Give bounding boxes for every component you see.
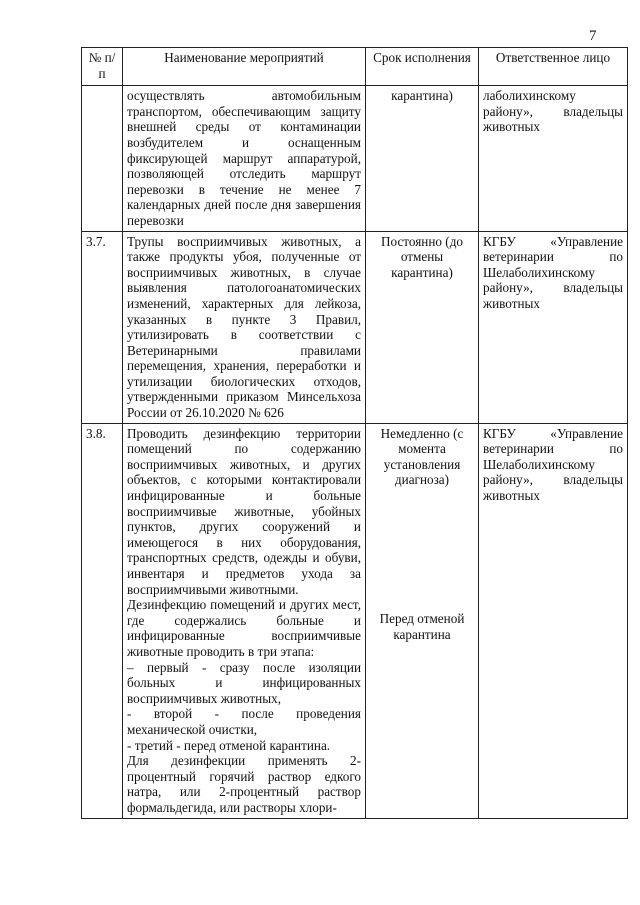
header-name: Наименование мероприятий — [123, 48, 366, 86]
row-num — [82, 86, 123, 231]
row-responsible: КГБУ «Управление ветеринарии по Шелаболихинскому району», владельцы животных — [479, 423, 628, 818]
row-num: 3.8. — [82, 423, 123, 818]
table-row — [82, 231, 628, 423]
header-term: Срок исполнения — [366, 48, 479, 86]
table-row — [82, 423, 628, 818]
measure-paragraph: - второй - после проведения механической очистки, — [127, 706, 361, 737]
row-term: Постоянно (до отмены карантина) — [366, 231, 479, 423]
row-term: карантина) — [366, 86, 479, 231]
measure-paragraph: Дезинфекцию помещений и других мест, где содержались больные и инфицированные восприимчивые животные проводить в три этапа: — [127, 597, 361, 659]
header-num: № п/п — [82, 48, 123, 86]
row-responsible: КГБУ «Управление ветеринарии по Шелаболихинскому району», владельцы животных — [479, 231, 628, 423]
table-row — [82, 86, 628, 231]
measure-paragraph: – первый - сразу после изоляции больных и инфицированных восприимчивых животных, — [127, 659, 361, 706]
row-term — [366, 423, 479, 818]
row-measure: Трупы восприимчивых животных, а также продукты убоя, полученные от восприимчивых животных, в случае выявления патологоанатомических изменений, характерных для лейкоза, указанных в пункте 3 Правил, утилизировать в соответствии с Ветеринарными правилами перемещения, хранения, переработки и утилизации биологических отходов, утвержденными приказом Минсельхоза России от 26.10.2020 № 626 — [123, 231, 366, 423]
measures-table — [81, 47, 628, 819]
term-spacer — [370, 488, 474, 611]
page-number: 7 — [589, 28, 597, 44]
row-num: 3.7. — [82, 231, 123, 423]
row-measure: осуществлять автомобильным транспортом, обеспечивающим защиту внешней среды от контаминации возбудителем и оснащенным фиксирующей маршрут аппаратурой, позволяющей отследить маршрут перевозки в течение не менее 7 календарных дней после дня завершения перевозки — [123, 86, 366, 231]
term-before-lifting: Перед отменой карантина — [379, 611, 465, 642]
row-responsible: лаболихинскому району», владельцы животных — [479, 86, 628, 231]
term-immediate: Немедленно (с момента установления диагноза) — [380, 425, 464, 488]
row-measure — [123, 423, 366, 818]
table-header-row — [82, 48, 628, 86]
header-responsible: Ответственное лицо — [479, 48, 628, 86]
measure-paragraph: - третий - перед отменой карантина. — [127, 737, 331, 753]
measure-paragraph: Для дезинфекции применять 2-процентный горячий раствор едкого натра, или 2-процентный раствор формальдегида, или растворы хлори- — [127, 753, 361, 815]
measure-paragraph: Проводить дезинфекцию территории помещений по содержанию восприимчивых животных, и других объектов, с которыми контактировали инфицированные и больные восприимчивые животные, убойных пунктов, других сооружений и имеющегося в них оборудования, транспортных средств, одежды и обуви, инвентаря и предметов ухода за восприимчивыми животными. — [127, 425, 361, 597]
